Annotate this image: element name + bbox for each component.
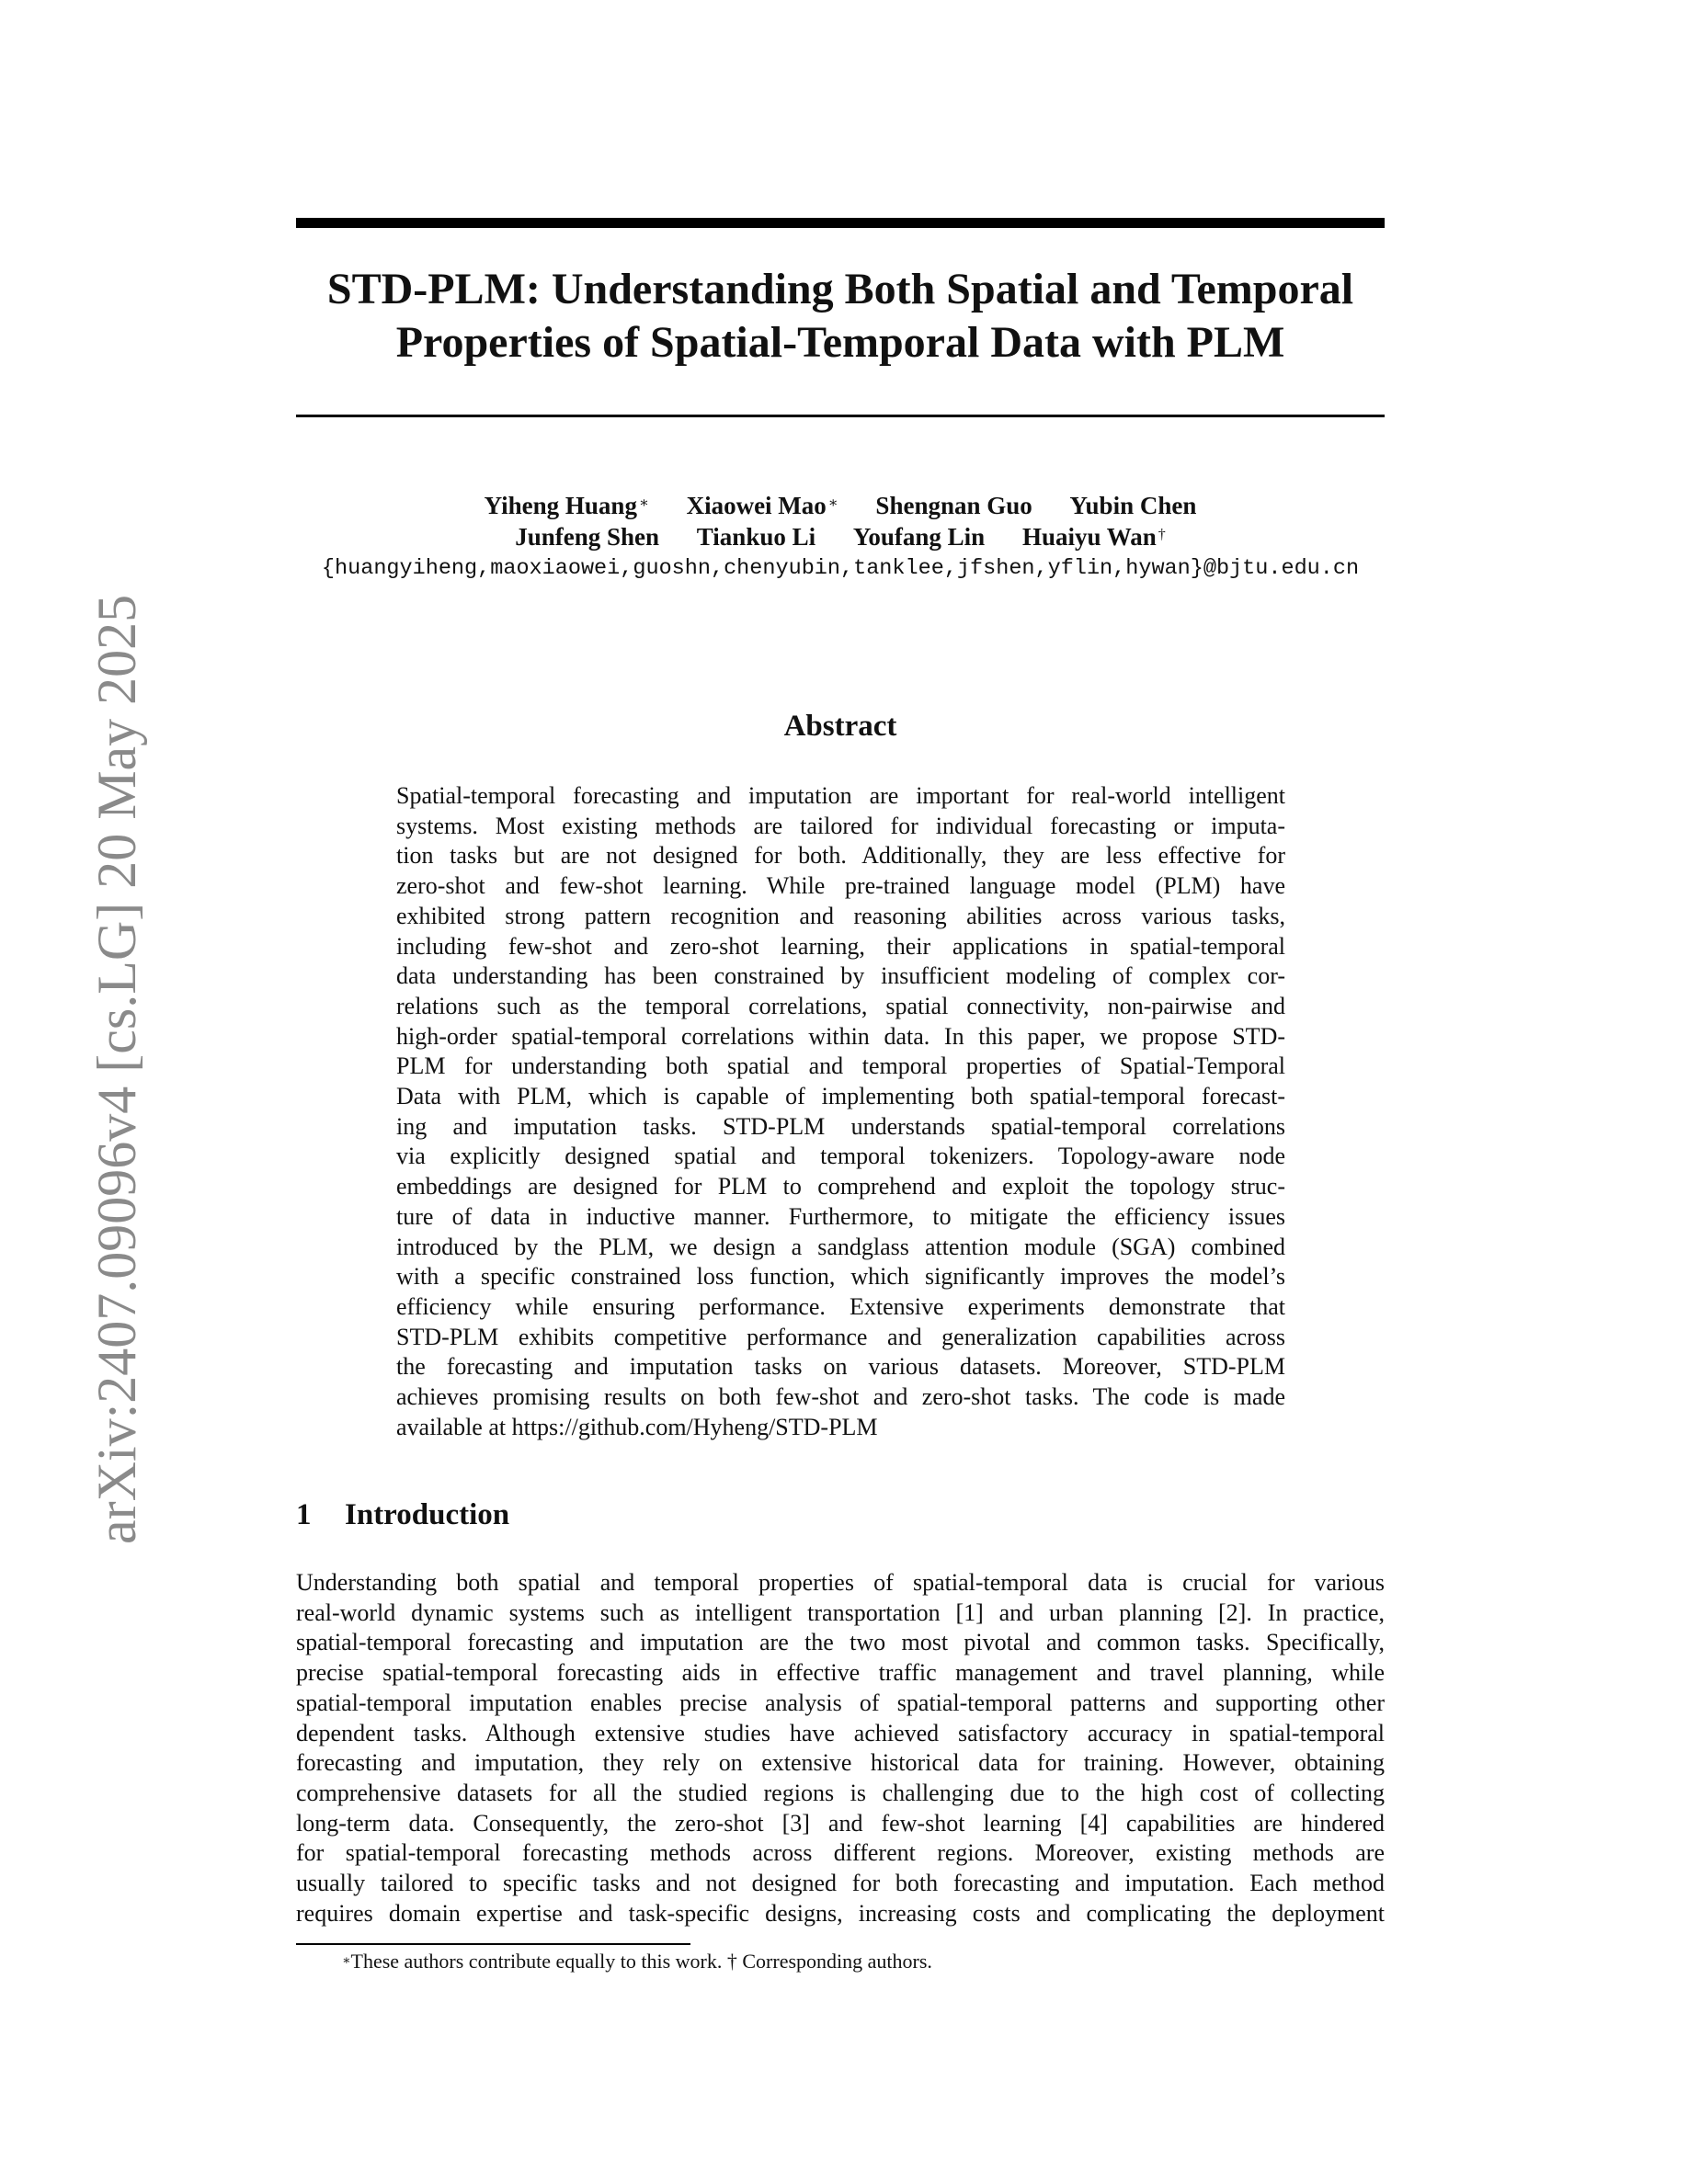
body-line: forecasting and imputation, they rely on extensive historical data for training. However, obtaining <box>296 1749 1385 1777</box>
abstract-line: available at https://github.com/Hyheng/STD-PLM <box>396 1413 878 1440</box>
abstract-line: data understanding has been constrained by insufficient modeling of complex cor- <box>396 962 1285 990</box>
body-line: requires domain expertise and task-specific designs, increasing costs and complicating the deployment <box>296 1899 1385 1927</box>
introduction-body <box>296 1568 1385 1928</box>
author-name: Shengnan Guo <box>875 492 1032 519</box>
abstract-line: zero-shot and few-shot learning. While pre-trained language model (PLM) have <box>396 872 1285 900</box>
author-name: Xiaowei Mao ∗ <box>686 492 838 519</box>
footnote-text: These authors contribute equally to this work. † Corresponding authors. <box>350 1950 932 1973</box>
body-line: dependent tasks. Although extensive studies have achieved satisfactory accuracy in spatial-temporal <box>296 1719 1385 1746</box>
abstract-line: exhibited strong pattern recognition and reasoning abilities across various tasks, <box>396 902 1285 929</box>
abstract-line: efficiency while ensuring performance. Extensive experiments demonstrate that <box>396 1292 1285 1320</box>
section-heading <box>296 1496 509 1533</box>
section-number: 1 <box>296 1498 312 1531</box>
paper-title <box>276 263 1405 370</box>
author-name: Junfeng Shen <box>515 523 660 551</box>
abstract-line: Spatial-temporal forecasting and imputation are important for real-world intelligent <box>396 782 1285 809</box>
title-top-rule <box>296 218 1385 228</box>
abstract-line: high-order spatial-temporal correlations within data. In this paper, we propose STD- <box>396 1022 1285 1050</box>
section-title: Introduction <box>345 1498 510 1531</box>
body-line: real-world dynamic systems such as intelligent transportation [1] and urban planning [2]. In practice, <box>296 1598 1385 1626</box>
footnote-mark: ∗ <box>342 1954 351 1968</box>
abstract-line: achieves promising results on both few-shot and zero-shot tasks. The code is made <box>396 1383 1285 1411</box>
abstract-heading: Abstract <box>783 710 897 743</box>
author-emails: {huangyiheng,maoxiaowei,guoshn,chenyubin,tanklee,jfshen,yflin,hywan}@bjtu.edu.cn <box>321 556 1360 581</box>
body-line: spatial-temporal imputation enables precise analysis of spatial-temporal patterns and supporting other <box>296 1689 1385 1716</box>
abstract-line: with a specific constrained loss function, which significantly improves the model’s <box>396 1263 1285 1291</box>
body-line: Understanding both spatial and temporal properties of spatial-temporal data is crucial for various <box>296 1569 1385 1596</box>
body-line: for spatial-temporal forecasting methods across different regions. Moreover, existing methods are <box>296 1839 1385 1867</box>
abstract-line: embeddings are designed for PLM to comprehend and exploit the topology struc- <box>396 1173 1285 1200</box>
abstract-body <box>396 781 1285 1442</box>
body-line: comprehensive datasets for all the studied regions is challenging due to the high cost of collecting <box>296 1779 1385 1806</box>
author-list <box>276 490 1405 552</box>
body-line: usually tailored to specific tasks and not designed for both forecasting and imputation. Each method <box>296 1870 1385 1897</box>
author-name: Tiankuo Li <box>696 523 816 551</box>
title-line: Properties of Spatial-Temporal Data with PLM <box>395 318 1285 367</box>
author-name: Yiheng Huang ∗ <box>484 492 649 519</box>
equal-contribution-mark: ∗ <box>827 495 838 511</box>
body-line: precise spatial-temporal forecasting aids in effective traffic management and travel planning, while <box>296 1659 1385 1687</box>
abstract-line: ture of data in inductive manner. Furthermore, to mitigate the efficiency issues <box>396 1202 1285 1230</box>
abstract-line: including few-shot and zero-shot learning, their applications in spatial-temporal <box>396 932 1285 960</box>
author-name: Yubin Chen <box>1069 492 1197 519</box>
body-line: long-term data. Consequently, the zero-shot [3] and few-shot learning [4] capabilities are hindered <box>296 1809 1385 1837</box>
abstract-line: PLM for understanding both spatial and temporal properties of Spatial-Temporal <box>396 1052 1285 1080</box>
arxiv-side-stamp: arXiv:2407.09096v4 [cs.LG] 20 May 2025 <box>86 594 147 1544</box>
footnote <box>342 1949 932 1974</box>
abstract-line: tion tasks but are not designed for both. Additionally, they are less effective for <box>396 842 1285 870</box>
title-line: STD-PLM: Understanding Both Spatial and Temporal <box>326 265 1354 313</box>
author-name: Huaiyu Wan † <box>1021 523 1166 551</box>
author-line <box>276 490 1405 521</box>
abstract-line: the forecasting and imputation tasks on various datasets. Moreover, STD-PLM <box>396 1353 1285 1381</box>
equal-contribution-mark: ∗ <box>638 495 649 511</box>
abstract-line: introduced by the PLM, we design a sandglass attention module (SGA) combined <box>396 1233 1285 1260</box>
footnote-rule <box>296 1943 690 1945</box>
abstract-line: ing and imputation tasks. STD-PLM understands spatial-temporal correlations <box>396 1112 1285 1140</box>
abstract-line: via explicitly designed spatial and temporal tokenizers. Topology-aware node <box>396 1143 1285 1170</box>
author-line <box>276 521 1405 552</box>
author-name: Youfang Lin <box>852 523 986 551</box>
abstract-line: relations such as the temporal correlations, spatial connectivity, non-pairwise and <box>396 992 1285 1019</box>
abstract-line: STD-PLM exhibits competitive performance and generalization capabilities across <box>396 1323 1285 1350</box>
abstract-line: Data with PLM, which is capable of implementing both spatial-temporal forecast- <box>396 1083 1285 1110</box>
corresponding-author-mark: † <box>1158 527 1166 542</box>
title-bottom-rule <box>296 415 1385 417</box>
body-line: spatial-temporal forecasting and imputation are the two most pivotal and common tasks. Specifically, <box>296 1629 1385 1656</box>
abstract-line: systems. Most existing methods are tailored for individual forecasting or imputa- <box>396 812 1285 839</box>
